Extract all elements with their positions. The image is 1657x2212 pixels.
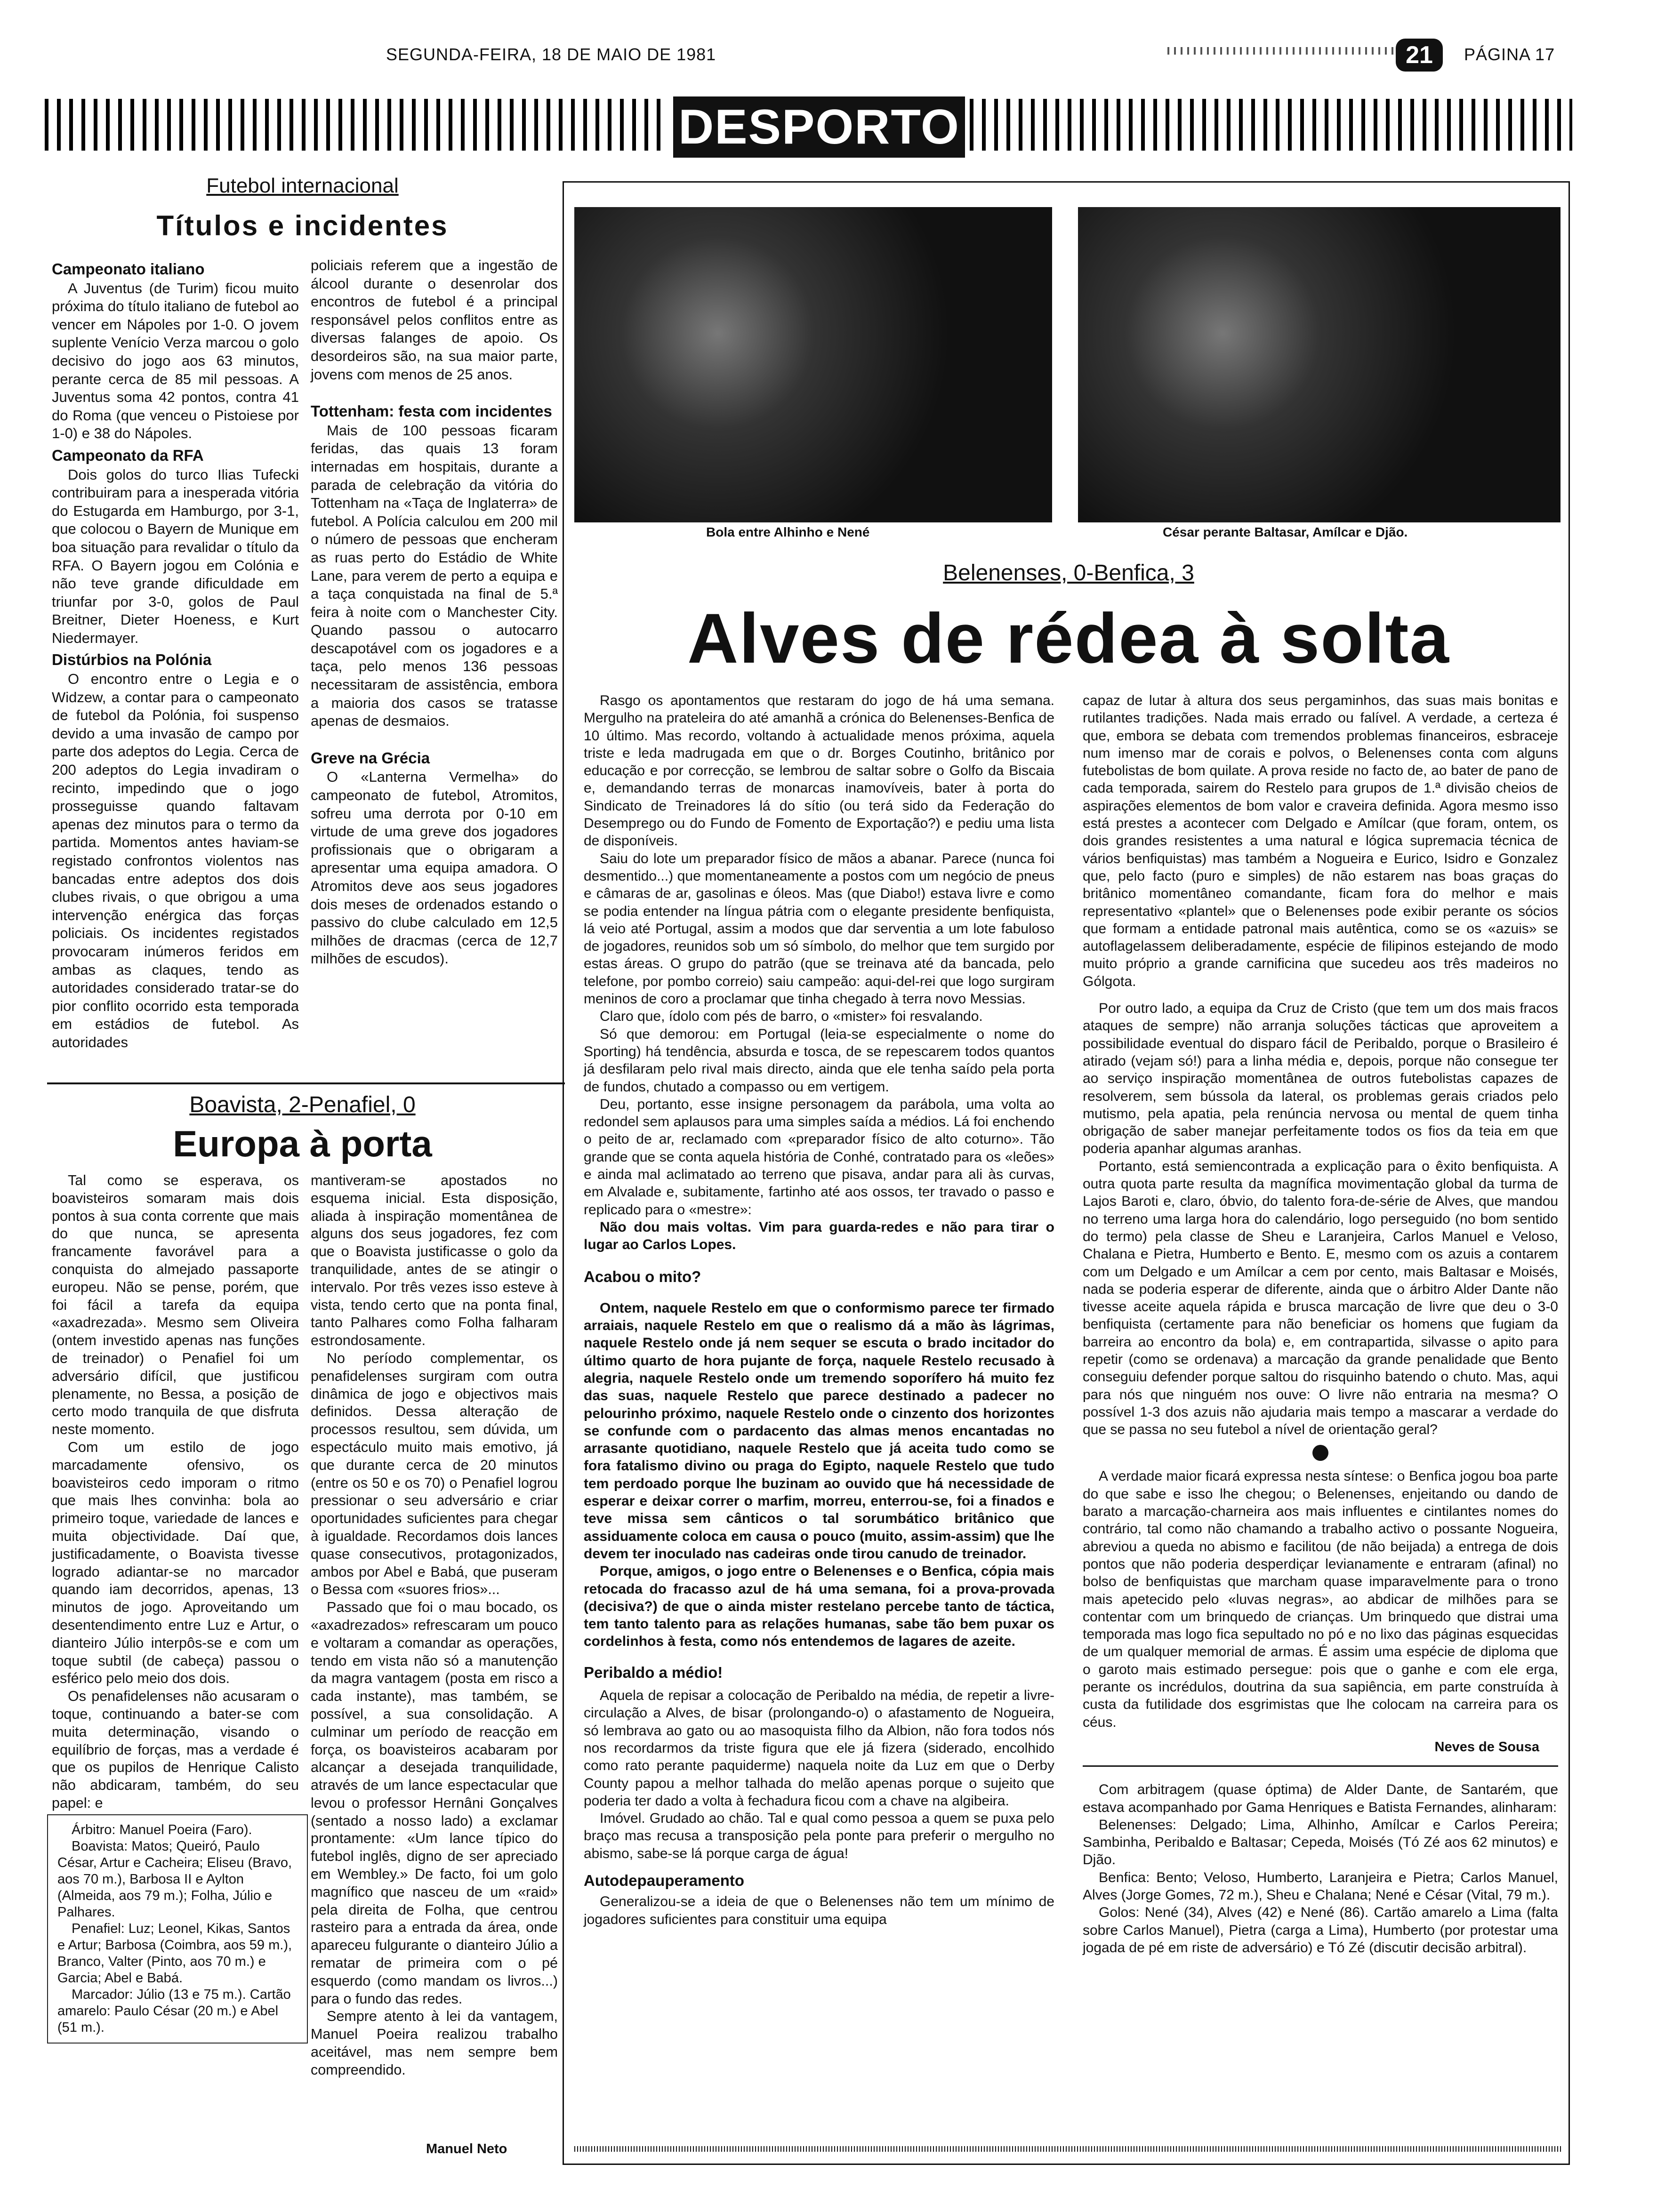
lineup-para: Belenenses: Delgado; Lima, Alhinho, Amílcar e Carlos Pereira; Sambinha, Peribaldo e Baltasar; Cepeda, Moisés (Tó Zé aos 62 minutos) e Djão. — [1083, 1817, 1558, 1868]
boavista-lineup-box — [47, 1814, 308, 2044]
belenenses-para: Por outro lado, a equipa da Cruz de Cristo (que tem um dos mais fracos ataques de sempre) não arranja soluções tácticas que aproveitem a possibilidade eventual do disparo fácil de Peribaldo, porque o Brasileiro é atirado (vejam só!) para a linha média e, depois, porque não consegue ter ao serviço inspiração momentânea de outros futebolistas capazes de resolverem, sem bússola da lateral, os problemas gerais criados pelo mutismo, pela apatia, pela renúncia nervosa ou mental de quem tinha obrigação de saber manejar perfeitamente todos os fios da teia em que poderia apanhar algumas aranhas. — [1083, 1001, 1558, 1157]
tottenham-head: Tottenham: festa com incidentes — [311, 402, 552, 420]
intl-kicker: Futebol internacional — [206, 174, 399, 197]
lineup-separator — [1083, 1765, 1558, 1767]
banner-stripes-right — [970, 99, 1572, 151]
photo2-caption: César perante Baltasar, Amílcar e Djão. — [1163, 525, 1408, 539]
grecia-text: O «Lanterna Vermelha» do campeonato de futebol, Atromitos, sofreu uma derrota por 0-10 em virtude de uma greve dos jogadores profissionais que o obrigaram a apresentar uma equipa amadora. O Atromitos deve aos seus jogadores dois meses de ordenados estando o passivo do clube calculado em 12,5 milhões de dracmas (cerca de 12,7 milhões de escudos). — [311, 769, 558, 967]
boavista-para: Com um estilo de jogo marcadamente ofensivo, os boavisteiros cedo imporam o ritmo que mais lhes convinha: bola ao primeiro toque, variedade de lances e muita objectividade. Daí que, justificadamente, o Boavista tivesse logrado adiantar-se no marcador quando iam decorridos, apenas, 13 minutos de jogo. Aproveitando um desentendimento entre Luz e Artur, o dianteiro Júlio interpôs-se e com um toque subtil (de cabeça) passou o esférico pelo meio dos dois. — [52, 1439, 299, 1687]
mito-head: Acabou o mito? — [584, 1267, 701, 1285]
boavista-kicker: Boavista, 2-Penafiel, 0 — [189, 1092, 416, 1117]
divider-rule — [47, 1082, 565, 1084]
boavista-para: Tal como se esperava, os boavisteiros somaram mais dois pontos à sua conta corrente que mais do que nunca, se apresenta francamente favorável para a conquista do almejado passaporte europeu. Não se pense, porém, que foi fácil a tarefa da equipa «axadrezada». Mesmo sem Oliveira (ontem investido apenas nas funções de treinador) o Penafiel foi um adversário difícil, que justificou plenamente, no Bessa, a posição de certo modo tranquila de que disfruta neste momento. — [52, 1172, 299, 1438]
auto-para: Generalizou-se a ideia de que o Belenenses não tem um mínimo de jogadores suficientes para constituir uma equipa — [584, 1894, 1054, 1927]
italiano-head: Campeonato italiano — [52, 260, 205, 278]
boavista-title: Europa à porta — [173, 1123, 432, 1164]
tottenham-text: Mais de 100 pessoas ficaram feridas, das quais 13 foram internadas em hospitais, durante a parada de celebração da vitória do Tottenham na «Taça de Inglaterra» de futebol. A Polícia calculou em 200 mil o número de pessoas que encheram as ruas perto do Estádio de White Lane, para verem de perto a equipa e a taça conquistada na final de 5.ª feira à noite com o Manchester City. Quando passou o autocarro descapotável com os jogadores e a taça, pelo menos 136 pessoas necessitaram de assistência, embora a maioria dos casos se tratasse apenas de desmaios. — [311, 422, 558, 729]
belenenses-kicker: Belenenses, 0-Benfica, 3 — [943, 561, 1194, 585]
mito-para: Porque, amigos, o jogo entre o Belenenses e o Benfica, cópia mais retocada do fracasso azul de há uma semana, foi a prova-provada (decisiva?) de que o ainda mister restelano percebe tanto de táctica, tem tanto talento para as relações humanas, sabe tão bem puxar os cordelinhos à festa, como nós entendemos de lagares de azeite. — [584, 1563, 1054, 1650]
belenenses-para: capaz de lutar à altura dos seus pergaminhos, das suas mais bonitas e rutilantes tradições. Nada mais errado ou falível. A verdade, a certeza é que, embora se debata com tremendos problemas financeiros, esbraceje num imenso mar de corais e polvos, o Belenenses conta com alguns futebolistas de bom quilate. A prova reside no facto de, ao bater de pano de cada temporada, sairem do Restelo para grupos de 1.ª divisão cheios de aspirações elementos de bom valor e craveira definida. Agora mesmo isso está prestes a acontecer com Delgado e Amílcar (que foram, ontem, os dois grandes resistentes a uma natural e lógica supremacia técnica de vários benfiquistas) mas também a Nogueira e Eurico, Isidro e Gonzalez que, pelo facto (puro e simples) de não estarem nas boas graças do britânico momentâneo comandante, ficam fora do melhor e mais representativo «plantel» que o Belenenses pode exibir perante os sócios que formam a entidade patronal mais autêntica, como se os «azuis» se autoflagelassem deliberadamente, espécie de filipinos estejando de modo muito próprio a grande carnificina que sucedeu aos três madeiros no Gólgota. — [1083, 693, 1558, 989]
boavista-col2 — [311, 1172, 558, 2079]
belenenses-para: Saiu do lote um preparador físico de mãos a abanar. Parece (nunca foi desmentido...) que momentaneamente a postos com um negócio de pneus e câmaras de ar, gasolinas e óleos. Mas (que Diabo!) estava livre e como se podia entender na língua pátria com o elegante presidente benfiquista, lá veio até Portugal, assim a modos que dar serventia a um lote fabuloso de jogadores, reunidos sob um só símbolo, do melhor que tem surgido por estas áreas. O grupo do patrão (que se treinava até da bancada, pelo telefone, por pombo correio) saiu campeão: aqui-del-rei que logo surgiram meninos de coro a proclamar que tinha chegado à terra novo Messias. — [584, 850, 1054, 1007]
boavista-para: Sempre atento à lei da vantagem, Manuel Poeira realizou trabalho aceitável, mas nem sempre bem compreendido. — [311, 2008, 558, 2078]
photo-alhinho-nene — [574, 207, 1052, 522]
footer-rule — [574, 2146, 1563, 2152]
section-banner: DESPORTO — [673, 96, 965, 158]
auto-head: Autodepauperamento — [584, 1872, 745, 1889]
page-number: PÁGINA 17 — [1464, 45, 1555, 64]
peribaldo-para: Imóvel. Grudado ao chão. Tal e qual como pessoa a quem se puxa pelo braço mas recusa a transposição pela ponte para preferir o mergulho no abismo, sabe-se lá porque carga de água! — [584, 1811, 1054, 1861]
intl-col1 — [52, 256, 299, 1052]
page-badge: 21 — [1396, 39, 1443, 72]
photo-cesar-baltasar — [1078, 207, 1560, 522]
belenenses-para: Só que demorou: em Portugal (leia-se especialmente o nome do Sporting) há tendência, absurda e tosca, de se repescarem todos quantos já desfilaram pelo rival mais directo, ainda que ele tenha saído pela porta de fundos, chutado a compasso ou em vertigem. — [584, 1026, 1054, 1095]
belenenses-title: Alves de rédea à solta — [687, 599, 1450, 678]
intl-col2-text: policiais referem que a ingestão de álcool durante o desenrolar dos encontros de futebol é a principal responsável pelos conflitos entre as diversas falanges de apoio. Os desordeiros são, na sua maior parte, jovens com menos de 25 anos. — [311, 257, 558, 383]
peribaldo-head: Peribaldo a médio! — [584, 1663, 723, 1681]
belenenses-para: Portanto, está semiencontrada a explicação para o êxito benfiquista. A outra quota parte resulta da magnífica movimentação global da turma de Lajos Baroti e, claro, óbvio, do talento fora-de-série de Alves, que mandou no terreno uma larga hora do calendário, logo perseguido (no bom sentido do termo) pela classe de Sheu e Laranjeira, Carlos Manuel e Veloso, Chalana e Pietra, Humberto e Bento. E, mesmo com os azuis a contarem com um Delgado e um Amílcar a cem por cento, mais Baltasar e Moisés, nada se poderia esperar de diferente, ainda que o árbitro Alder Dante não tivesse aceite aquela rápida e brusca marcação de livre que deu o 3-0 benfiquista (certamente para não beneficiar os homens que fugiam da barreira ao encontro da bola) e, em contrapartida, silvasse o apito para repetir (como se ordenava) a marcação da grande penalidade que Bento conseguiu defender porque saltou do risquinho batendo o chuto. Mas, aqui para nós que ninguém nos ouve: O livre não entraria na mesma? O possível 1-3 dos azuis não ajudaria mais tempo a mascarar a verdade do que se passa no seu futebol a nível de orientação geral? — [1083, 1158, 1558, 1438]
lineup-para: Golos: Nené (34), Alves (42) e Nené (86). Cartão amarelo a Lima (falta sobre Carlos Manuel), Pietra (carga a Lima), Humberto (por protestar uma jogada de pé em riste de adversário) e Tó Zé (discutir decisão arbitral). — [1083, 1905, 1558, 1956]
intl-col2 — [311, 256, 558, 968]
boavista-para: No período complementar, os penafidelenses surgiram com outra dinâmica de jogo e objectivos mais definidos. Dessa alteração de processos resultou, sem dúvida, um espectáculo muito mais emotivo, já que durante cerca de 20 minutos (entre os 50 e os 70) o Penafiel logrou pressionar o seu adversário e criar oportunidades suficientes para chegar à igualdade. Recordamos dois lances quase consecutivos, protagonizados, ambos por Abel e Babá, que puseram o Bessa com «suores frios»... — [311, 1350, 558, 1598]
belenenses-para: Rasgo os apontamentos que restaram do jogo de há uma semana. Mergulho na prateleira do até amanhã a crónica do Belenenses-Benfica de 10 último. Mas recordo, voltando à actualidade menos próxima, aquela triste e leda madrugada em que o dr. Borges Coutinho, britânico por educação e por correcção, se lembrou de saltar sobre o Golfo da Biscaia e, demandando terras de monarcas inamovíveis, bater à porta do Sindicato de Treinadores lá do sítio (ou terá sido da Federação do Desemprego ou do Fundo de Fomento de Exportação?) e pediu uma lista de disponíveis. — [584, 693, 1054, 849]
grecia-head: Greve na Grécia — [311, 749, 430, 767]
lineup-line: Árbitro: Manuel Poeira (Faro). — [72, 1822, 252, 1837]
belenenses-col2 — [1083, 692, 1558, 1956]
peribaldo-para: Aquela de repisar a colocação de Peribaldo na média, de repetir a livre-circulação a Alves, de bisar (prolongando-o) o afastamento de Nogueira, só lembrava ao gato ou ao masoquista filho da Albion, não fora todos nós nos recordarmos da triste figura que ele já fizera (siderado, encolhido como rato perante paquiderme) naquela noite da Luz em que o Derby County papou a melhor talhada do melão apenas porque o sujeito que poderia ter dado a volta à fechadura ficou com a chave na algibeira. — [584, 1688, 1054, 1809]
lineup-para: Com arbitragem (quase óptima) de Alder Dante, de Santarém, que estava acompanhado por Gama Henriques e Batista Fernandes, alinharam: — [1083, 1782, 1558, 1815]
boavista-para: Os penafidelenses não acusaram o toque, continuando a bater-se com muita determinação, visando o equilíbrio de forças, mas a verdade é que os pupilos de Henrique Calisto não abdicaram, também, do seu papel: e — [52, 1688, 299, 1811]
lineup-para: Benfica: Bento; Veloso, Humberto, Laranjeira e Pietra; Carlos Manuel, Alves (Jorge Gomes, 72 m.), Sheu e Chalana; Nené e César (Vital, 79 m.). — [1083, 1869, 1558, 1903]
lineup-line: Boavista: Matos; Queiró, Paulo César, Artur e Cacheira; Eliseu (Bravo, aos 70 m.), Barbosa II e Aylton (Almeida, aos 79 m.); Folha, Júlio e Palhares. — [57, 1839, 292, 1920]
belenenses-para: Deu, portanto, esse insigne personagem da parábola, uma volta ao redondel sem aplausos para uma simples saída a médios. Lá foi enchendo o peito de ar, reclamado com «preparador físico de alto coturno». Tão grande que se conta aquela história de Conhé, contratado para os «leões» e ainda mal aclimatado ao terreno que pisava, andar para ali às curvas, em Alvalade e, subitamente, fartinho até aos ossos, ter travado o passo e replicado para o «mestre»: — [584, 1096, 1054, 1218]
banner-stripes-left — [45, 99, 668, 151]
belenenses-col1 — [584, 692, 1054, 1928]
boavista-author: Manuel Neto — [426, 2141, 507, 2156]
italiano-text: A Juventus (de Turim) ficou muito próxima do título italiano de futebol ao vencer em Nápoles por 1-0. O jovem suplente Venício Verza marcou o golo decisivo do jogo aos 63 minutos, perante cerca de 85 mil pessoas. A Juventus soma 42 pontos, contra 41 do Roma (que venceu o Pistoiese por 1-0) e 38 do Nápoles. — [52, 280, 299, 442]
polonia-head: Distúrbios na Polónia — [52, 651, 212, 669]
separator-dot — [1312, 1445, 1328, 1461]
belenenses-para: Claro que, ídolo com pés de barro, o «mister» foi resvalando. — [600, 1009, 983, 1025]
rfa-text: Dois golos do turco Ilias Tufecki contribuiram para a inesperada vitória do Estugarda em Hamburgo, por 3-1, que colocou o Bayern de Munique em boa situação para revalidar o título da RFA. O Bayern jogou em Colónia e não teve grande dificuldade em triunfar por 3-0, golos de Paul Breitner, Dieter Hoeness, e Kurt Niedermayer. — [52, 466, 299, 646]
photo1-caption: Bola entre Alhinho e Nené — [706, 525, 870, 539]
lineup-line: Marcador: Júlio (13 e 75 m.). Cartão amarelo: Paulo César (20 m.) e Abel (51 m.). — [57, 1987, 291, 2035]
boavista-col1 — [52, 1172, 299, 1812]
boavista-para: Passado que foi o mau bocado, os «axadrezados» refrescaram um pouco e voltaram a comandar as operações, tendo em vista não só a manutenção da magra vantagem (posta em risco a cada instante), mas também, se possível, a sua consolidação. A culminar um período de reacção em força, os boavisteiros acabaram por alcançar a desejada tranquilidade, através de um lance espectacular que levou o professor Hernâni Gonçalves (sentado a nosso lado) a exclamar prontamente: «Um lance típico do futebol inglês, digno de ser apreciado em Wembley.» De facto, foi um golo magnífico que nasceu de um «raid» pela direita de Folha, que centrou rasteiro para a entrada da área, onde apareceu fulgurante o dianteiro Júlio a rematar de primeira com o pé esquerdo (como mandam os livros...) para o fundo das redes. — [311, 1599, 558, 2007]
header-noise — [1167, 47, 1393, 55]
belenenses-para: A verdade maior ficará expressa nesta síntese: o Benfica jogou boa parte do que sabe e isso lhe chegou; o Belenenses, enjeitando ou dando de barato a marcação-charneira aos mais influentes e cintilantes nomes do contrário, tal como não chamando a trabalho activo o possante Nogueira, abreviou a queda no abismo e facilitou (de não beijada) a entrega de dois pontos que não poderia desperdiçar levianamente e entraram (afinal) no bolso de benfiquistas que marcham quase imparavelmente para o trono mais apetecido pelo «luvas negras», ao abdicar de milhões para se contentar com um brinquedo de crianças. Um brinquedo que distrai uma temporada mas logo fica sepultado no pó e no lixo das páginas esquecidas de um qualquer memorial de armas. É assim uma espécie de diploma que o garoto mais estimado persegue: pois que o ganhe e com ele erga, perante os incrédulos, doutrina da sua sapiência, em parte construída à custa da futilidade dos esgrimistas que lhe colocam na carreira para os céus. — [1083, 1468, 1558, 1730]
belenenses-para: Não dou mais voltas. Vim para guarda-redes e não para tirar o lugar ao Carlos Lopes. — [584, 1219, 1054, 1253]
boavista-para: mantiveram-se apostados no esquema inicial. Esta disposição, aliada à inspiração momentânea de alguns dos seus jogadores, fez com que o Boavista justificasse o golo da tranquilidade, antes de se atingir o intervalo. Por três vezes isso esteve à vista, tendo certo que na ponta final, tanto Palhares como Folha falharam estrondosamente. — [311, 1172, 558, 1349]
belenenses-author: Neves de Sousa — [1434, 1739, 1539, 1755]
polonia-text: O encontro entre o Legia e o Widzew, a contar para o campeonato de futebol da Polónia, foi suspenso devido a uma invasão de campo por parte dos adeptos do Legia. Cerca de 200 adeptos do Legia invadiram o recinto, impedindo que o jogo prosseguisse quando faltavam apenas dez minutos para o termo da partida. Momentos antes haviam-se registado confrontos violentos nas bancadas entre adeptos dos dois clubes rivais, o que obrigou a uma intervenção enérgica das forças policiais. Os incidentes registados provocaram inúmeros feridos em ambas as claques, tendo as autoridades considerado tratar-se do pior conflito ocorrido esta temporada em estádios de futebol. As autoridades — [52, 671, 299, 1050]
rfa-head: Campeonato da RFA — [52, 446, 204, 464]
intl-title: Títulos e incidentes — [156, 210, 449, 241]
lineup-line: Penafiel: Luz; Leonel, Kikas, Santos e Artur; Barbosa (Coimbra, aos 59 m.), Branco, Valter (Pinto, aos 70 m.) e Garcia; Abel e Babá. — [57, 1921, 292, 1986]
mito-para: Ontem, naquele Restelo em que o conformismo parece ter firmado arraiais, naquele Restelo em que o realismo dá a mão às lágrimas, naquele Restelo onde já nem sequer se escuta o brado incitador do último quarto de hora pujante de força, naquele Restelo recusado à alegria, naquele Restelo onde um tremendo soporífero há muito fez das suas, naquele Restelo que parece destinado a padecer no pelourinho próximo, naquele Restelo onde o cinzento dos horizontes se confunde com o pardacento das almas menos encantadas no arrasante quotidiano, naquele Restelo que já aceita tudo como se fora fatalismo divino ou praga do Egipto, naquele Restelo que tudo tem perdoado porque lhe buzinam ao ouvido que há necessidade de esperar e deixar correr o marfim, morreu, enterrou-se, foi a finados e teve missa sem cânticos o tal sorumbático britânico que assiduamente coloca em causa o pouco (muito, assim-assim) que lhe devem ter inoculado nas cadeiras onde tirou canudo de treinador. — [584, 1300, 1054, 1562]
page-date: SEGUNDA-FEIRA, 18 DE MAIO DE 1981 — [386, 45, 716, 64]
